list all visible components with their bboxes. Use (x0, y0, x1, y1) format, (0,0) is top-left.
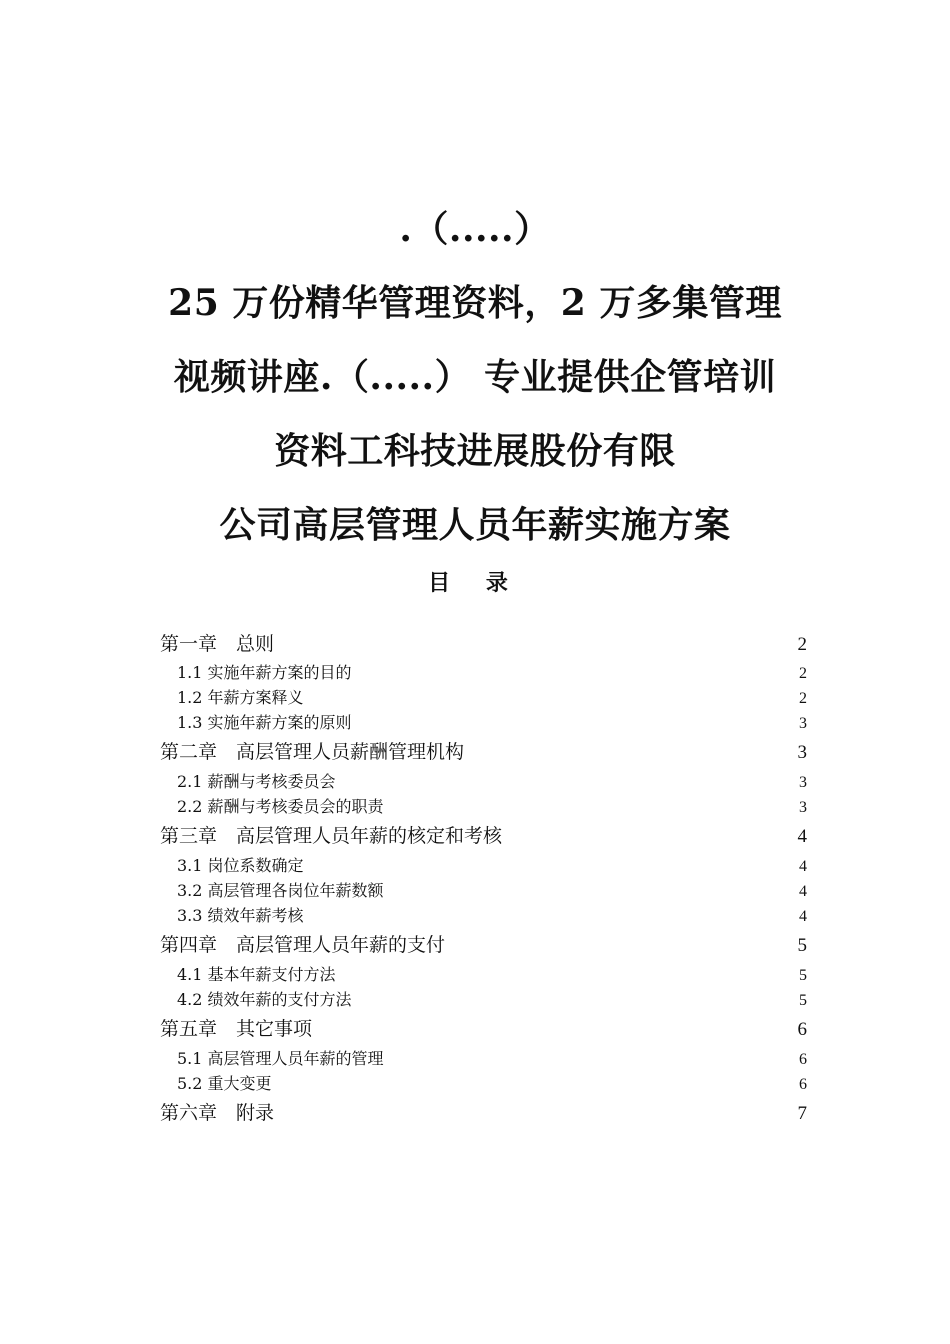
toc-page-number: 3 (799, 715, 807, 732)
toc-chapter-label: 第四章 高层管理人员年薪的支付 (160, 934, 446, 956)
toc-heading: 目 录 (428, 570, 522, 596)
title-line: 视频讲座.（.....） 专业提供企管培训 (173, 356, 777, 398)
toc-chapter[interactable] (160, 628, 807, 660)
toc-page-number: 3 (799, 799, 807, 816)
toc-chapter-label: 第三章 高层管理人员年薪的核定和考核 (160, 825, 503, 847)
toc-section[interactable] (160, 769, 807, 794)
toc-chapter-label: 第二章 高层管理人员薪酬管理机构 (160, 741, 465, 763)
toc-chapter[interactable] (160, 1096, 807, 1130)
toc-chapter-label: 第一章 总则 (160, 633, 275, 655)
toc-page-number: 6 (799, 1051, 807, 1068)
toc-section[interactable] (160, 660, 807, 685)
toc-section-label: 1.1 实施年薪方案的目的 (177, 663, 352, 682)
toc-section[interactable] (160, 794, 807, 819)
toc-chapter[interactable] (160, 928, 807, 962)
toc-page-number: 4 (799, 883, 807, 900)
toc-section-label: 4.1 基本年薪支付方法 (177, 965, 336, 984)
toc-chapter[interactable] (160, 819, 807, 853)
toc-page-number: 6 (797, 1019, 807, 1040)
toc-page-number: 4 (799, 908, 807, 925)
toc-section[interactable] (160, 1071, 807, 1096)
toc-page-number: 4 (799, 858, 807, 875)
toc-chapter-label: 第五章 其它事项 (160, 1018, 313, 1040)
toc-section[interactable] (160, 878, 807, 903)
toc-page-number: 6 (799, 1076, 807, 1093)
document-title (0, 192, 950, 562)
toc-section[interactable] (160, 987, 807, 1012)
toc-section-label: 5.2 重大变更 (177, 1074, 272, 1093)
toc-section[interactable] (160, 685, 807, 710)
toc-page-number: 5 (799, 967, 807, 984)
toc-section-label: 2.1 薪酬与考核委员会 (177, 772, 336, 791)
toc-page-number: 5 (797, 935, 807, 956)
title-line: 25 万份精华管理资料，2 万多集管理 (168, 282, 782, 324)
toc-section-label: 1.2 年薪方案释义 (177, 688, 304, 707)
table-of-contents (160, 628, 807, 1130)
toc-page-number: 2 (797, 634, 807, 655)
toc-page-number: 2 (799, 690, 807, 707)
toc-section-label: 2.2 薪酬与考核委员会的职责 (177, 797, 384, 816)
title-line: .（.....） (399, 208, 551, 250)
toc-chapter-label: 第六章 附录 (160, 1102, 275, 1124)
toc-chapter[interactable] (160, 1012, 807, 1046)
toc-chapter[interactable] (160, 735, 807, 769)
toc-page-number: 7 (797, 1103, 807, 1124)
toc-section-label: 1.3 实施年薪方案的原则 (177, 713, 352, 732)
title-line: 公司高层管理人员年薪实施方案 (219, 504, 731, 546)
toc-page-number: 4 (797, 826, 807, 847)
toc-section[interactable] (160, 962, 807, 987)
toc-section-label: 4.2 绩效年薪的支付方法 (177, 990, 352, 1009)
toc-section[interactable] (160, 853, 807, 878)
toc-page-number: 5 (799, 992, 807, 1009)
toc-section-label: 3.1 岗位系数确定 (177, 856, 304, 875)
toc-section-label: 3.3 绩效年薪考核 (177, 906, 304, 925)
toc-section[interactable] (160, 1046, 807, 1071)
toc-page-number: 2 (799, 665, 807, 682)
toc-page-number: 3 (797, 742, 807, 763)
toc-section[interactable] (160, 710, 807, 735)
toc-section[interactable] (160, 903, 807, 928)
toc-section-label: 3.2 高层管理各岗位年薪数额 (177, 881, 384, 900)
title-line: 资料工科技进展股份有限 (274, 430, 676, 472)
toc-page-number: 3 (799, 774, 807, 791)
toc-section-label: 5.1 高层管理人员年薪的管理 (177, 1049, 384, 1068)
